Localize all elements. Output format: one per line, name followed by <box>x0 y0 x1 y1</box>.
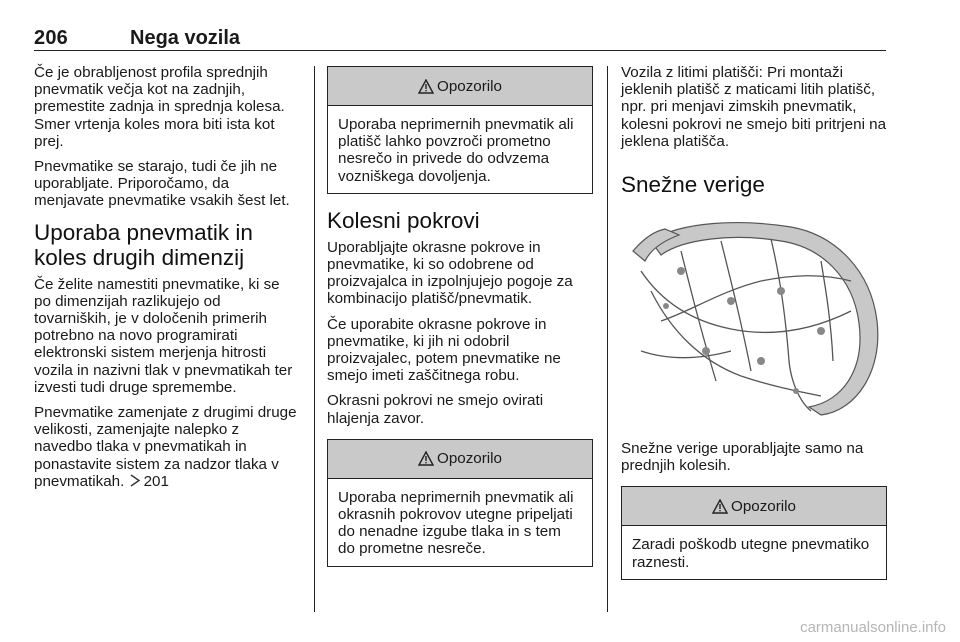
warning-box <box>327 439 593 567</box>
warning-title: Opozorilo <box>731 497 796 515</box>
column-left <box>34 64 300 499</box>
paragraph: Če uporabite okrasne pokrove in pnevmatike, ki jih ni odobril proizvajalec, potem pnevmatike ne smejo imeti zaščitnega robu. <box>327 315 561 385</box>
page-reference-link[interactable]: 201 <box>143 472 169 490</box>
snow-chain-illustration <box>621 211 887 421</box>
paragraph: Okrasni pokrovi ne smejo ovirati hlajenja zavor. <box>327 392 544 427</box>
warning-box <box>621 486 887 579</box>
paragraph: Vozila z litimi platišči: Pri montaži jeklenih platišč z maticami litih platišč, npr. pri menjavi zimskih pnevmatik, kolesni pokrovi ne smejo biti pritrjeni na jeklena platišča. <box>621 64 887 150</box>
warning-text: Uporaba neprimernih pnevmatik ali okrasnih pokrovov utegne pripeljati do nenadne izgube tlaka in s tem do prometne nesreče. <box>338 488 574 558</box>
paragraph: Pnevmatike se starajo, tudi če jih ne uporabljate. Priporočamo, da menjavate pnevmatike vsakih šest let. <box>34 158 290 210</box>
page-title: Nega vozila <box>130 27 241 49</box>
warning-header <box>328 440 592 479</box>
section-heading: Uporaba pnevmatik in koles drugih dimenzij <box>34 219 253 270</box>
paragraph: Uporabljajte okrasne pokrove in pnevmatike, ki so odobrene od proizvajalca in izpolnjujejo pogoje za kombinacijo platišč/pnevmatik. <box>327 238 573 308</box>
column-middle <box>327 66 593 579</box>
paragraph <box>34 404 300 491</box>
section-heading: Kolesni pokrovi <box>327 207 480 233</box>
page-number: 206 <box>34 27 68 49</box>
warning-title: Opozorilo <box>437 77 502 95</box>
warning-triangle-icon <box>418 79 434 94</box>
watermark: carmanualsonline.info <box>800 619 946 636</box>
warning-triangle-icon <box>418 451 434 466</box>
paragraph: Če je obrabljenost profila sprednjih pnevmatik večja kot na zadnjih, premestite zadnja in sprednja kolesa. Smer vrtenja koles mora biti ista kot prej. <box>34 64 285 150</box>
warning-text: Uporaba neprimernih pnevmatik ali platišč lahko povzroči prometno nesrečo in privede do odvzema vozniškega dovoljenja. <box>338 116 574 185</box>
page-header <box>34 27 886 49</box>
page-reference-icon <box>129 474 141 491</box>
warning-text: Zaradi poškodb utegne pnevmatiko raznesti. <box>632 536 870 571</box>
warning-triangle-icon <box>712 499 728 514</box>
column-right <box>621 64 887 592</box>
paragraph: Če želite namestiti pnevmatike, ki se po dimenzijah razlikujejo od tovarniških, je v določenih primerih potrebno na novo programirati elektronski sistem merjenja hitrosti vozila in nazivni tlak v pnevmatikah ter izvesti tudi druge spremembe. <box>34 275 293 396</box>
section-heading: Snežne verige <box>621 172 765 198</box>
paragraph: Snežne verige uporabljajte samo na prednjih kolesih. <box>621 440 864 475</box>
paragraph-text: Pnevmatike zamenjate z drugimi druge velikosti, zamenjajte nalepko z navedbo tlaka v pnevmatikah in ponastavite sistem za nadzor tlaka v pnevmatikah. <box>34 404 297 490</box>
header-divider <box>34 50 886 51</box>
warning-box <box>327 66 593 194</box>
warning-header <box>622 487 886 526</box>
warning-header <box>328 67 592 106</box>
warning-title: Opozorilo <box>437 450 502 468</box>
column-divider <box>607 66 608 612</box>
column-divider <box>314 66 315 612</box>
